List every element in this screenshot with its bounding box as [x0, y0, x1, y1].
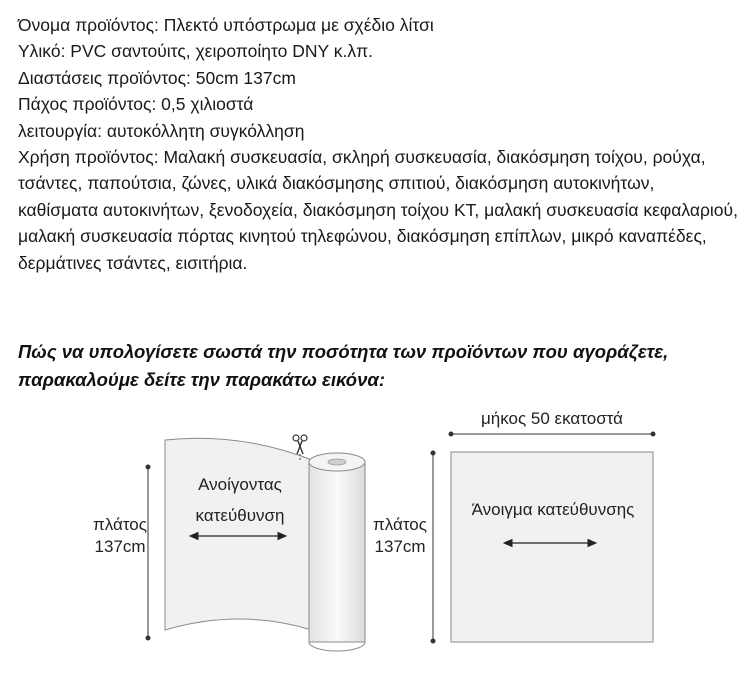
spec-material: Υλικό: PVC σαντούιτς, χειροποίητο DNY κ.λπ.: [18, 41, 374, 62]
spec-function: λειτουργία: αυτοκόλλητη συγκόλληση: [18, 120, 305, 141]
spec-thickness: Πάχος προϊόντος: 0,5 χιλιοστά: [18, 94, 254, 115]
left-opening-line1: Ανοίγοντας: [198, 475, 282, 494]
right-opening-label: Άνοιγμα κατεύθυνσης: [471, 500, 635, 519]
spec-usage: Χρήση προϊόντος: Μαλακή συσκευασία, σκληρή συσκευασία, διακόσμηση τοίχου, ρούχα, τσάντες, παπούτσια, ζώνες, υλικά διακόσμησης σπιτιού, διακόσμηση αυτοκινήτων, καθίσματα αυτοκινήτων, ξενοδοχεία, διακόσμηση τοίχου KT, μαλακή συσκευασία κεφαλαριού, μαλακή συσκευασία πόρτας κινητού τηλεφώνου, διακόσμηση επίπλων, μικρό καναπέδες, δερμάτινες τσάντες, εισιτήρια.: [18, 147, 738, 273]
left-width-value: 137cm: [94, 537, 146, 556]
right-width-value: 137cm: [374, 537, 426, 556]
left-width-label: πλάτος: [93, 515, 147, 534]
spec-dimensions: Διαστάσεις προϊόντος: 50cm 137cm: [18, 67, 296, 88]
flat-panel: [451, 452, 653, 642]
quantity-note: Πώς να υπολογίσετε σωστά την ποσότητα των προϊόντων που αγοράζετε, παρακαλούμε δείτε την παρακάτω εικόνα:: [18, 341, 669, 390]
right-length-label: μήκος 50 εκατοστά: [481, 409, 623, 428]
spec-name: Όνομα προϊόντος: Πλεκτό υπόστρωμα με σχέδιο λίτσι: [18, 15, 434, 35]
length-dimension: [449, 432, 655, 436]
left-opening-line2: κατεύθυνση: [195, 506, 285, 525]
right-width-label: πλάτος: [373, 515, 427, 534]
unrolled-sheet: [165, 438, 312, 630]
